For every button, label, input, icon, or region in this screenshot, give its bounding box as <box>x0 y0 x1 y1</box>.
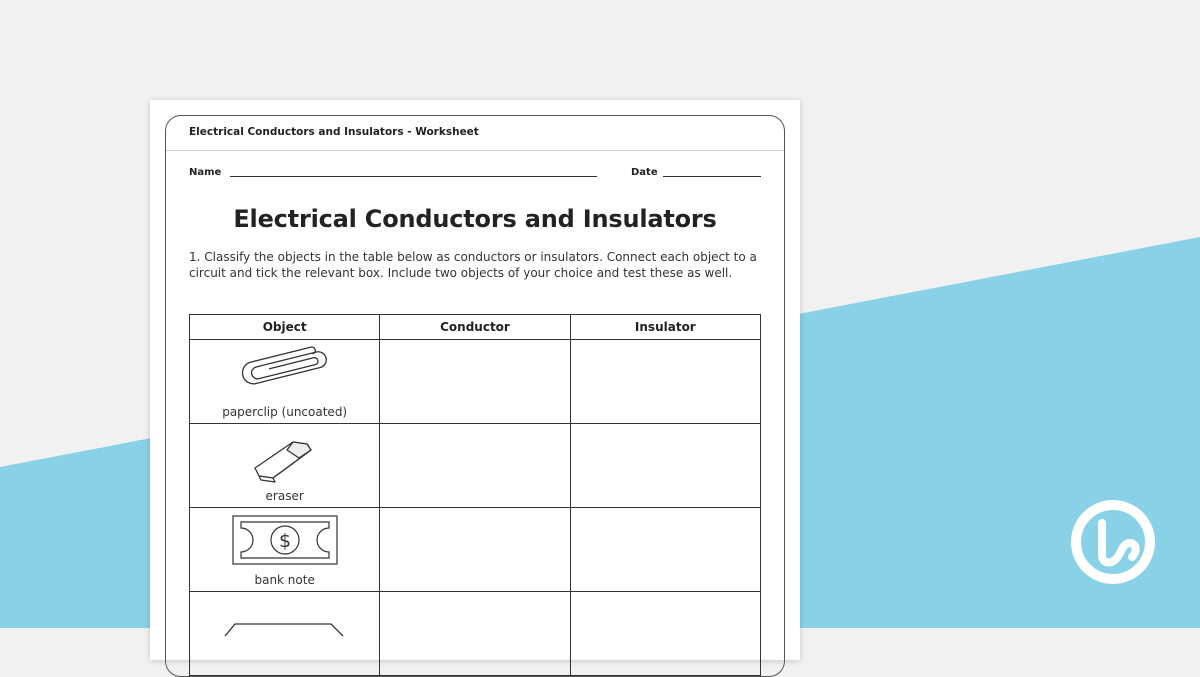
insulator-checkbox-cell[interactable] <box>570 508 760 592</box>
date-line[interactable] <box>663 176 761 177</box>
name-label: Name <box>189 167 222 178</box>
header-divider <box>166 150 784 151</box>
instruction-text: 1. Classify the objects in the table below as conductors or insulators. Connect each object to a circuit and tick the relevant box. Include two objects of your choice and test these as well. <box>189 250 757 280</box>
object-cell <box>190 424 380 508</box>
teach-starter-logo-icon <box>1068 497 1158 591</box>
object-name: paperclip (uncoated) <box>222 405 348 419</box>
worksheet-frame <box>165 115 785 677</box>
conductor-checkbox-cell[interactable] <box>380 508 570 592</box>
insulator-checkbox-cell[interactable] <box>570 424 760 508</box>
object-cell <box>190 340 380 424</box>
worksheet-page <box>150 100 800 660</box>
table-header-row <box>190 315 761 340</box>
bank-note-icon <box>190 514 379 572</box>
table-row <box>190 592 761 676</box>
column-header-insulator: Insulator <box>570 315 760 340</box>
table-row <box>190 508 761 592</box>
object-name: eraser <box>265 489 304 503</box>
table-row <box>190 424 761 508</box>
conductor-checkbox-cell[interactable] <box>380 340 570 424</box>
column-header-conductor: Conductor <box>380 315 570 340</box>
object-cell <box>190 508 380 592</box>
worksheet-header: Electrical Conductors and Insulators - Worksheet <box>189 126 479 138</box>
svg-text:$: $ <box>278 530 291 552</box>
paperclip-icon <box>190 346 379 392</box>
object-name: bank note <box>254 573 315 587</box>
eraser-icon <box>190 430 379 490</box>
date-label: Date <box>631 167 658 178</box>
name-line[interactable] <box>230 176 597 177</box>
conductor-checkbox-cell[interactable] <box>380 592 570 676</box>
conductor-checkbox-cell[interactable] <box>380 424 570 508</box>
worksheet-title: Electrical Conductors and Insulators <box>233 205 717 233</box>
column-header-object: Object <box>190 315 380 340</box>
insulator-checkbox-cell[interactable] <box>570 592 760 676</box>
table-row <box>190 340 761 424</box>
envelope-icon <box>190 618 379 642</box>
classification-table <box>189 314 761 676</box>
insulator-checkbox-cell[interactable] <box>570 340 760 424</box>
object-cell <box>190 592 380 676</box>
